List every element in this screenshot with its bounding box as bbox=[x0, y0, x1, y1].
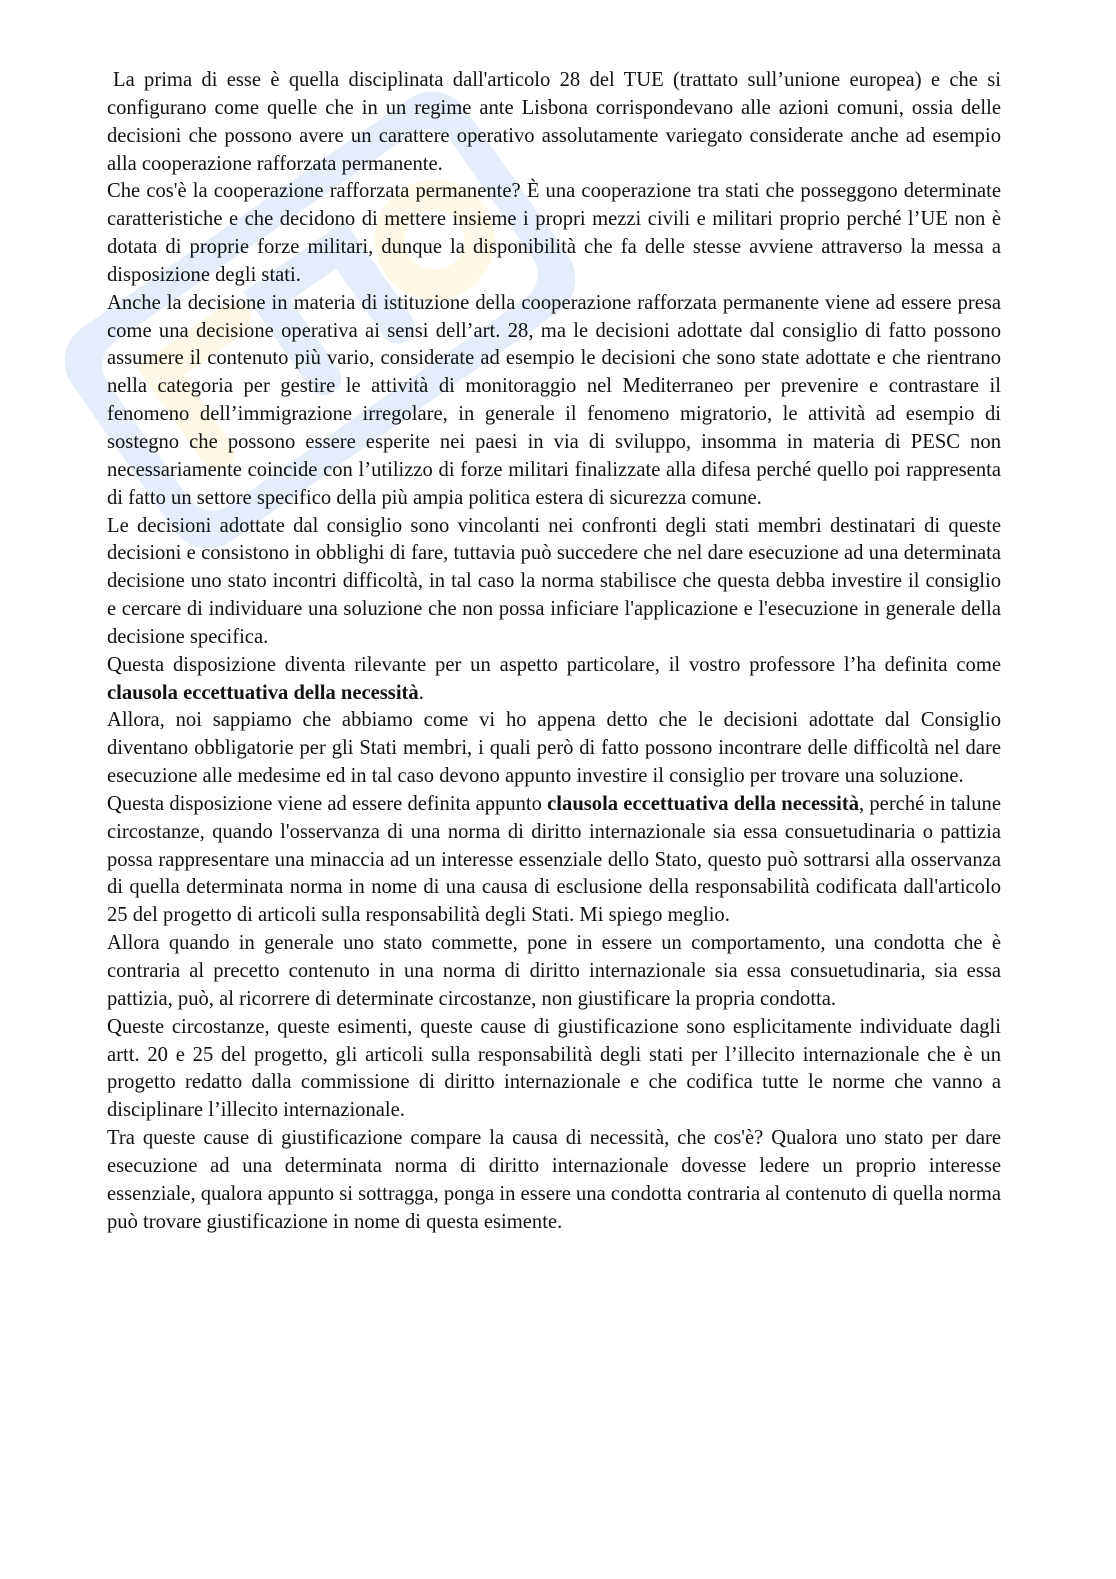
paragraph-9: Queste circostanze, queste esimenti, queste cause di giustificazione sono esplicitamente individuate dagli artt. 20 e 25 del progetto, gli articoli sulla responsabilità degli stati per l’illecito internazionale che è un progetto redatto dalla commissione di diritto internazionale e che codifica tutte le norme che vanno a disciplinare l’illecito internazionale. bbox=[107, 1015, 1001, 1122]
paragraph-2: Che cos'è la cooperazione rafforzata permanente? È una cooperazione tra stati che posseggono determinate caratteristiche e che decidono di mettere insieme i propri mezzi civili e militari proprio perché l’UE non è dotata di proprie forze militari, dunque la disponibilità che fa delle stesse avviene attraverso la messa a disposizione degli stati. bbox=[107, 180, 1001, 286]
paragraph-3: Anche la decisione in materia di istituzione della cooperazione rafforzata permanente viene ad essere presa come una decisione operativa ai sensi dell’art. 28, ma le decisioni adottate dal consiglio di fatto possono assumere il contenuto più vario, considerate ad esempio le decisioni che sono state adottate e che rientrano nella categoria per gestire le attività di monitoraggio nel Mediterraneo per prevenire e contrastare il fenomeno dell’immigrazione irregolare, in generale il fenomeno migratorio, le attività ad esempio di sostegno che possono essere esperite nei paesi in via di sviluppo, insomma in materia di PESC non necessariamente coincide con l’utilizzo di forze militari finalizzate alla difesa perché quello poi rappresenta di fatto un settore specifico della più ampia politica estera di sicurezza comune. bbox=[107, 291, 1001, 509]
document-body bbox=[107, 67, 1001, 1236]
paragraph-10: Tra queste cause di giustificazione compare la causa di necessità, che cos'è? Qualora uno stato per dare esecuzione ad una determinata norma di diritto internazionale dovesse ledere un proprio interesse essenziale, qualora appunto si sottragga, ponga in essere una condotta contraria al contenuto di quella norma può trovare giustificazione in nome di questa esimente. bbox=[107, 1127, 1001, 1233]
paragraph-7-text: Questa disposizione viene ad essere definita appunto bbox=[107, 792, 548, 815]
paragraph-6: Allora, noi sappiamo che abbiamo come vi ho appena detto che le decisioni adottate dal Consiglio diventano obbligatorie per gli Stati membri, i quali però di fatto possono incontrare delle difficoltà nel dare esecuzione alle medesime ed in tal caso devono appunto investire il consiglio per trovare una soluzione. bbox=[107, 709, 1001, 788]
paragraph-1: La prima di esse è quella disciplinata dall'articolo 28 del TUE (trattato sull’unione europea) e che si configurano come quelle che in un regime ante Lisbona corrispondevano alle azioni comuni, ossia delle decisioni che possono avere un carattere operativo assolutamente variegato considerate anche ad esempio alla cooperazione rafforzata permanente. bbox=[107, 69, 1001, 175]
paragraph-5 bbox=[107, 652, 1001, 708]
paragraph-4: Le decisioni adottate dal consiglio sono vincolanti nei confronti degli stati membri destinatari di queste decisioni e consistono in obblighi di fare, tuttavia può succedere che nel dare esecuzione ad una determinata decisione uno stato incontri difficoltà, in tal caso la norma stabilisce che questa debba investire il consiglio e cercare di individuare una soluzione che non possa inficiare l'applicazione e l'esecuzione in generale della decisione specifica. bbox=[107, 514, 1001, 648]
paragraph-5-text: Questa disposizione diventa rilevante per un aspetto particolare, il vostro professore l’ha definita come bbox=[107, 653, 1001, 676]
paragraph-7-rest: , perché in talune circostanze, quando l'osservanza di una norma di diritto internazionale sia essa consuetudinaria o pattizia possa rappresentare una minaccia ad un interesse essenziale dello Stato, questo può sottrarsi alla osservanza di quella determinata norma in nome di una causa di esclusione della responsabilità codificata dall'articolo 25 del progetto di articoli sulla responsabilità degli Stati. Mi spiego meglio. bbox=[107, 792, 1001, 927]
paragraph-5-bold-term: clausola eccettuativa della necessità bbox=[107, 681, 419, 704]
paragraph-5-end: . bbox=[418, 681, 424, 704]
paragraph-7-bold-term: clausola eccettuativa della necessità bbox=[547, 792, 860, 815]
paragraph-8: Allora quando in generale uno stato commette, pone in essere un comportamento, una condotta che è contraria al precetto contenuto in una norma di diritto internazionale sia essa consuetudinaria, sia essa pattizia, può, al ricorrere di determinate circostanze, non giustificare la propria condotta. bbox=[107, 932, 1001, 1010]
paragraph-7 bbox=[107, 791, 1001, 930]
